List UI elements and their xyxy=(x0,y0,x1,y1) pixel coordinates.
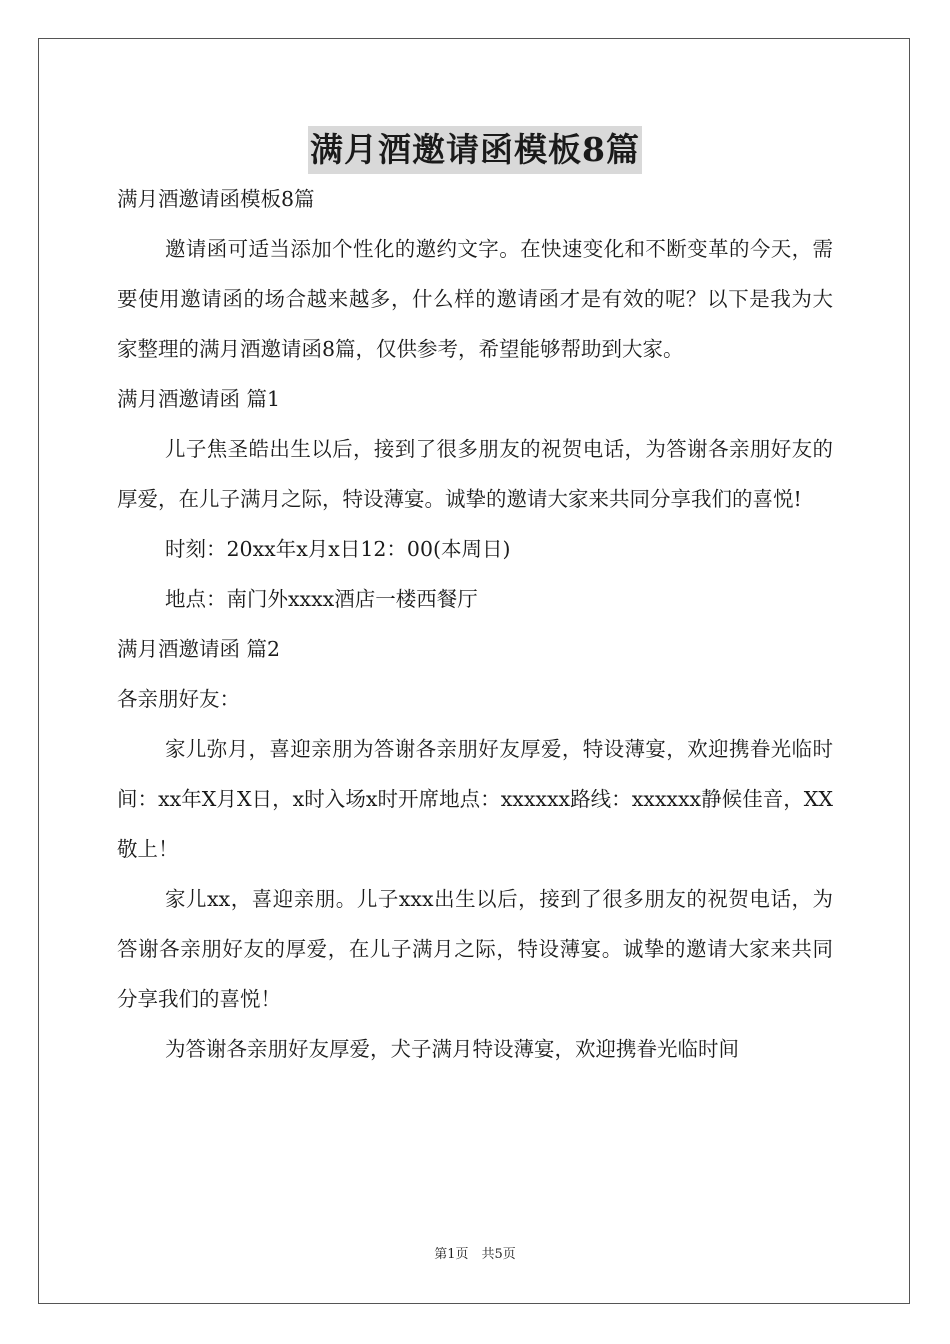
section-heading-1: 满月酒邀请函 篇1 xyxy=(117,387,281,411)
title-container xyxy=(0,126,950,174)
paragraph: 儿子焦圣皓出生以后，接到了很多朋友的祝贺电话，为答谢各亲朋好友的厚爱，在儿子满月之际，特设薄宴。诚挚的邀请大家来共同分享我们的喜悦! xyxy=(117,437,833,511)
paragraph: 家儿弥月，喜迎亲朋为答谢各亲朋好友厚爱，特设薄宴，欢迎携眷光临时间：xx年X月X日，x时入场x时开席地点：xxxxxx路线：xxxxxx静候佳音，XX敬上！ xyxy=(117,737,833,861)
subtitle-line: 满月酒邀请函模板8篇 xyxy=(117,187,315,211)
salutation: 各亲朋好友： xyxy=(117,687,240,711)
intro-paragraph: 邀请函可适当添加个性化的邀约文字。在快速变化和不断变革的今天，需要使用邀请函的场合越来越多，什么样的邀请函才是有效的呢？以下是我为大家整理的满月酒邀请函8篇，仅供参考，希望能够帮助到大家。 xyxy=(117,237,833,361)
paragraph: 为答谢各亲朋好友厚爱，犬子满月特设薄宴，欢迎携眷光临时间 xyxy=(165,1037,739,1061)
document-body xyxy=(117,174,833,1074)
location-line: 地点：南门外xxxx酒店一楼西餐厅 xyxy=(165,587,478,611)
section-heading-2: 满月酒邀请函 篇2 xyxy=(117,637,281,661)
page-number: 第1页 共5页 xyxy=(434,1247,516,1262)
page-footer xyxy=(0,1246,950,1264)
document-title: 满月酒邀请函模板8篇 xyxy=(308,126,642,174)
time-line: 时刻：20xx年x月x日12：00(本周日) xyxy=(165,537,511,561)
paragraph: 家儿xx，喜迎亲朋。儿子xxx出生以后，接到了很多朋友的祝贺电话，为答谢各亲朋好友的厚爱，在儿子满月之际，特设薄宴。诚挚的邀请大家来共同分享我们的喜悦！ xyxy=(117,887,833,1011)
